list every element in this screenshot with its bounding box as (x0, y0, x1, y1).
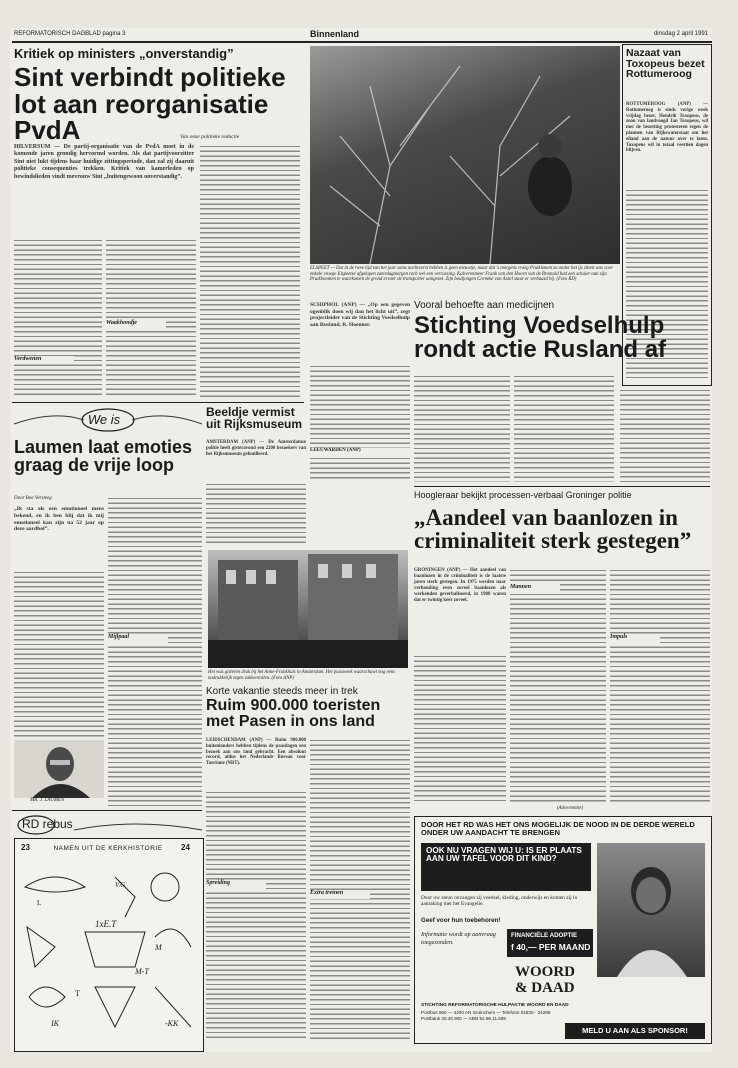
rebus-label-1: V.G (115, 881, 126, 889)
advertentie-label: (Advertentie) (556, 806, 584, 811)
lead-kicker: Kritiek op ministers „onverstandig” (14, 46, 234, 61)
laumen-quote: „Ik sta als een emotioneel mens bekend, en ik ben blij dat ik mij emotioneel kan zijn na 52 jaar op deze aardbol”. (14, 506, 104, 533)
laumen-headline: Laumen laat emoties graag de vrije loop (14, 437, 193, 476)
laumen-portrait-caption: MR. J. LAUMEN (30, 798, 65, 803)
ad-logo-woord: WOORD (515, 964, 575, 980)
voedsel-headline: Stichting Voedselhulp rondt actie Rusland af (414, 312, 667, 364)
divider (414, 486, 710, 487)
rebus-puzzle[interactable] (14, 838, 204, 1052)
ruim-lead: LEIDSCHENDAM (ANP) — Ruim 900.000 buitenlanders hebben tijdens de paasdagen een bezoek aan ons land gebracht. Een absoluut record, aldus het Nederlands Bureau voor Toerisme (NBT). (206, 738, 306, 767)
elspeet-photo (310, 46, 620, 264)
lead-column-1 (14, 238, 102, 398)
annefrank-photo (208, 550, 408, 668)
divider (12, 810, 202, 811)
rebus-label-7: IK (51, 1019, 59, 1028)
ad-logo-daad: & DAAD (515, 980, 575, 996)
ruim-column-1 (206, 790, 306, 1040)
header-rule (12, 41, 712, 43)
ruim-subhead-extra: Extra treinen (310, 890, 370, 899)
ruim-kicker: Korte vakantie steeds meer in trek (206, 686, 358, 697)
groningen-lead: GRONINGEN (ANP) — Het aandeel van baanlozen in de criminaliteit is de laatste jaren sterk gestegen. In 1975 werden naar verhouding even zoveel baanlozen als werkenden geverbaliseerd, in 1988 waren dat er twintig keer zoveel. (414, 568, 506, 603)
ad-question-box (421, 843, 591, 891)
leeuwarden-body (310, 456, 410, 482)
toxopeus-lead: ROTTUMEROOG (ANP) — Rottumeroog is sinds vorige week vrijdag bezet. Hendrik Toxopeus, de zoon van landvoogd Jan Toxopeus, wil met de bezetting protesteren tegen de plannen van Rijkswaterstaat om het eiland aan de natuur over te laten. Toxopeus wil in totaal veertien dagen blijven. (626, 102, 708, 154)
ruim-column-2 (310, 738, 410, 1040)
lead-headline: Sint verbindt politieke lot aan reorganisatie PvdA (14, 62, 286, 146)
building-illustration (208, 550, 408, 668)
lead-subhead-waakhondje: Waakhondje (106, 320, 166, 328)
rebus-label-8: -KK (165, 1019, 179, 1028)
lead-column-2 (106, 238, 196, 398)
schiphol-body (310, 364, 410, 452)
rebus-label-2: L (37, 899, 42, 907)
laumen-subhead: Mijlpaal (108, 634, 168, 643)
beeldje-body (206, 482, 306, 544)
lead-column-3 (200, 144, 300, 398)
lead-byline: Van onze politieke redactie (180, 134, 240, 140)
voedsel-kicker: Vooral behoefte aan medicijnen (414, 300, 555, 311)
ad-top-banner: DOOR HET RD WAS HET ONS MOGELIJK DE NOOD IN DE DERDE WERELD ONDER UW AANDACHT TE BRENGEN (421, 820, 695, 837)
ruim-headline: Ruim 900.000 toeristen met Pasen in ons land (206, 697, 381, 731)
divider (12, 402, 304, 403)
header-section: Binnenland (310, 29, 359, 39)
header-left: REFORMATORISCH DAGBLAD pagina 3 (14, 31, 126, 37)
elspeet-caption: ELSPEET — Dat in de twee tijd van het jaar soms nachtvorst hebben is geen nieuwtje, maar dat 's morgens vroeg Pruiklemen zo onder het ijs zitten was voor enkele vroege Elspeetsé afgelopen zaterdagmorgen toch wel een verrassing. Kalverenmeer Frank van den Hoorn van de Bromaid had een schuier aan zijn Pruikboomen te waarkomen de grond ervoer de transporter aangezet. Zijn boutjongen Corneke van Assel staar er verbaasd bij. (Foto RD) (310, 266, 613, 283)
groningen-subhead-mannen: Mannen (510, 584, 560, 593)
groningen-headline: „Aandeel van baanlozen in criminaliteit sterk gestegen” (414, 505, 692, 554)
newspaper-page (10, 28, 712, 1052)
laumen-column-1 (14, 570, 104, 738)
ad-finance-amount: f 40,— PER MAAND (511, 942, 591, 952)
ad-giro: Postbank 30.20.900 — ABN 52.98.11.595 (421, 1016, 506, 1021)
ad-footer-box[interactable] (565, 1023, 705, 1039)
voedsel-column-3 (620, 388, 710, 482)
ad-body: Door uw steun onvangen zij voedsel, kleding, onderwijs en komen zij in aanraking met het Evangelie. (421, 895, 578, 908)
portrait-illustration (14, 740, 104, 798)
ad-finance-box (507, 929, 593, 957)
leeuwarden-dateline: LEEUWARDEN (ANP) (310, 448, 410, 456)
weis-logo-text: We is (87, 412, 121, 427)
laumen-column-2 (108, 496, 202, 806)
ad-footer: MELD U AAN ALS SPONSOR! (582, 1026, 688, 1035)
lead-intro: HILVERSUM — De partij-organisatie van de PvdA moet in de komende jaren grondig hervormd worden. Als dat partijvoorzitter Sint niet lukt tijdens haar huidige zittingsperiode, dan zal zij daaruit politieke consequenties trekken. Kritiek van kamerleden op bewindslieden vindt mevrouw Sint „buitengewoon onverstandig”. (14, 144, 194, 180)
rebus-logo-text: RD rebus (22, 817, 73, 831)
ad-info: Informatie wordt op aanvraag toegezonden. (421, 931, 496, 946)
groningen-subhead-impuls: Impuls (610, 634, 660, 643)
groningen-column-1 (414, 654, 506, 802)
toxopeus-headline: Nazaat van Toxopeus bezet Rottumeroog (626, 47, 705, 81)
annefrank-caption: Het was gisteren druk bij het Anne-Frankhuis in Amsterdam. Het paasweek waarschuwt nog eens nadrukkelijk tegen zakkenrollen. (Foto ANP) (208, 670, 396, 681)
rebus-label-6: T (75, 989, 80, 998)
rebus-label-4: M (155, 943, 162, 952)
voedsel-column-1 (414, 374, 510, 482)
woord-daad-ad (414, 816, 712, 1044)
child-illustration (597, 843, 705, 977)
beeldje-lead: AMSTERDAM (ANP) — De Amsterdamse politie heeft gisteravond een 2200 bezoekers van het Rijksmuseum gefouilleerd. (206, 440, 306, 457)
rebus-banner: NAMEN UIT DE KERKHISTORIE (53, 845, 163, 852)
header-date: dinsdag 2 april 1991 (653, 31, 708, 37)
ad-question: OOK NU VRAGEN WIJ U: IS ER PLAATS AAN UW TAFEL VOOR DIT KIND? (426, 846, 582, 864)
groningen-column-3 (610, 568, 710, 802)
ad-address: Postbus 560 — 4200 AN Gorinchem — Telefoon 01830 - 24288 (421, 1010, 551, 1015)
groningen-kicker: Hoogleraar bekijkt processen-verbaal Groninger politie (414, 490, 632, 500)
beeldje-headline: Beeldje vermist uit Rijksmuseum (206, 405, 303, 432)
ad-org: STICHTING REFORMATORISCHE HULPAKTIE WOORD EN DAAD (421, 1003, 569, 1008)
rebus-label-3: 1xE.T (95, 919, 117, 929)
ad-finance-label: FINANCIËLE ADOPTIE (511, 932, 578, 939)
ad-child-photo (597, 843, 705, 977)
laumen-byline: Door Bea Versteeg (14, 496, 52, 501)
ruim-subhead-spreiding: Spreiding (206, 880, 266, 889)
laumen-portrait (14, 740, 104, 806)
schiphol-lead: SCHIPHOL (ANP) — „Op een gegeven ogenblik doen wij dan het licht uit”, zegt projectleider van de Stichting Voedselhulp aan Rusland, R. Hoenner. (310, 302, 410, 328)
lead-subhead-verdwenen: Verdwenen (14, 356, 74, 364)
frozen-tree-illustration (310, 46, 620, 264)
voedsel-column-2 (514, 374, 614, 482)
ad-cta: Geef voor hun toebehoren! (421, 917, 501, 924)
groningen-column-2 (510, 568, 606, 802)
rebus-number-right: 24 (181, 843, 190, 852)
rebus-label-5: M-T (135, 967, 149, 976)
rebus-number-left: 23 (21, 843, 30, 852)
